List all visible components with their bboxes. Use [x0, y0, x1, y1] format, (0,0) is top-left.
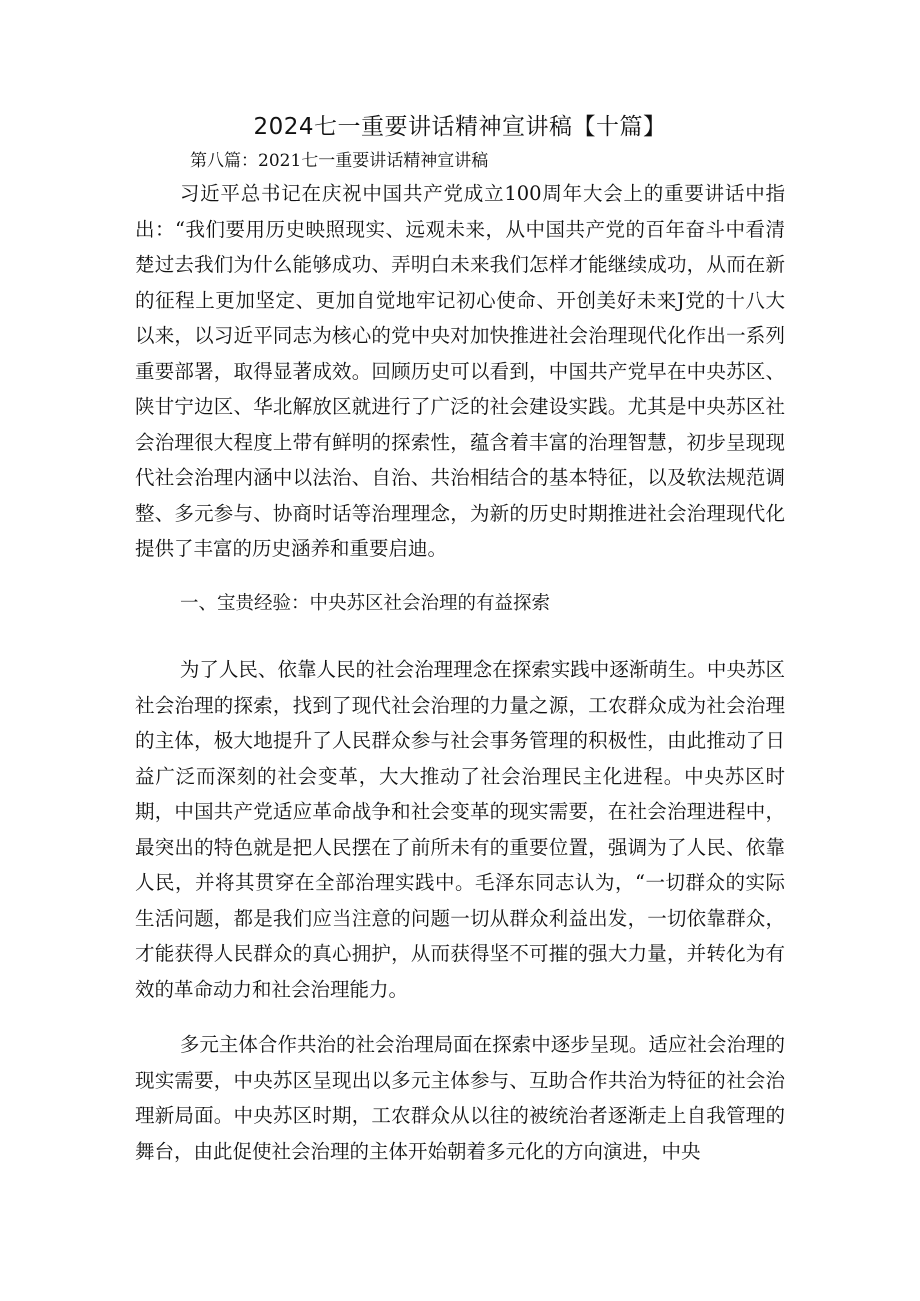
section-heading: 一、宝贵经验：中央苏区社会治理的有益探索	[180, 593, 551, 614]
document-title: 2024七一重要讲话精神宣讲稿【十篇】	[253, 114, 667, 140]
paragraph-people-centered: 为了人民、依靠人民的社会治理理念在探索实践中逐渐萌生。中央苏区社会治理的探索，找到了现代社会治理的力量之源，工农群众成为社会治理的主体，极大地提升了人民群众参与社会事务管理的积极性，由此推动了日益广泛而深刻的社会变革，大大推动了社会治理民主化进程。中央苏区时期，中国共产党适应革命战争和社会变革的现实需要，在社会治理进程中，最突出的特色就是把人民摆在了前所未有的重要位置，强调为了人民、依靠人民，并将其贯穿在全部治理实践中。毛泽东同志认为，“一切群众的实际生活问题，都是我们应当注意的问题一切从群众利益出发，一切依靠群众，才能获得人民群众的真心拥护，从而获得坚不可摧的强大力量，并转化为有效的革命动力和社会治理能力。	[135, 658, 785, 1001]
document-subtitle: 第八篇：2021七一重要讲话精神宣讲稿	[190, 151, 489, 171]
paragraph-multi-subject: 多元主体合作共治的社会治理局面在探索中逐步呈现。适应社会治理的现实需要，中央苏区呈现出以多元主体参与、互助合作共治为特征的社会治理新局面。中央苏区时期，工农群众从以往的被统治者逐渐走上自我管理的舞台，由此促使社会治理的主体开始朝着多元化的方向演进，中央	[135, 1033, 785, 1163]
paragraph-intro: 习近平总书记在庆祝中国共产党成立100周年大会上的重要讲话中指出：“我们要用历史映照现实、远观未来，从中国共产党的百年奋斗中看清楚过去我们为什么能够成功、弄明白未来我们怎样才能继续成功，从而在新的征程上更加坚定、更加自觉地牢记初心使命、开创美好未来J党的十八大以来，以习近平同志为核心的党中央对加快推进社会治理现代化作出一系列重要部署，取得显著成效。回顾历史可以看到，中国共产党早在中央苏区、陕甘宁边区、华北解放区就进行了广泛的社会建设实践。尤其是中央苏区社会治理很大程度上带有鲜明的探索性，蕴含着丰富的治理智慧，初步呈现现代社会治理内涵中以法治、自治、共治相结合的基本特征，以及软法规范调整、多元参与、协商时话等治理理念，为新的历史时期推进社会治理现代化提供了丰富的历史涵养和重要启迪。	[135, 182, 785, 560]
